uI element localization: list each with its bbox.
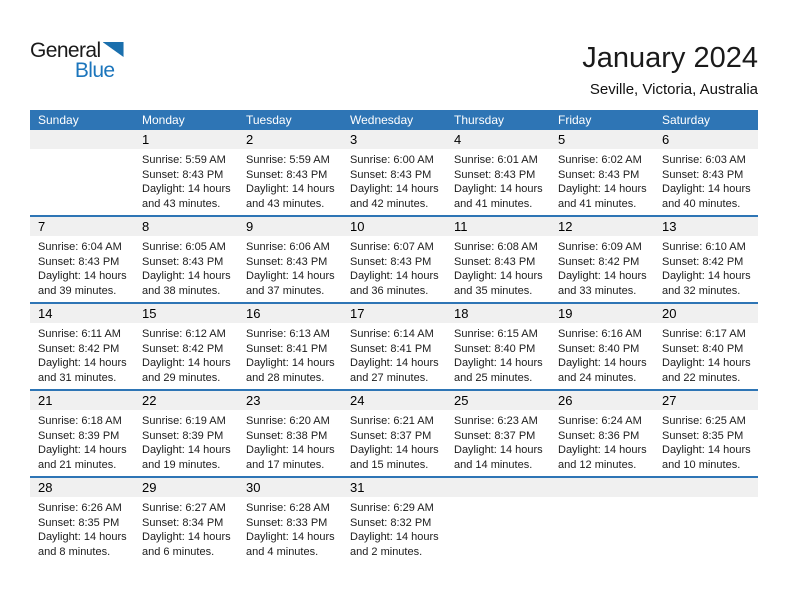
day-details [30, 410, 134, 472]
day-number: 25 [446, 391, 550, 410]
day-number: 10 [342, 217, 446, 236]
sunset-text: Sunset: 8:36 PM [558, 429, 640, 442]
calendar-day-cell [342, 217, 446, 302]
day-number: 7 [30, 217, 134, 236]
sunset-text: Sunset: 8:39 PM [38, 429, 120, 442]
day-number: 27 [654, 391, 758, 410]
daylight-text: Daylight: 14 hours [246, 444, 335, 456]
daylight-text: Daylight: 14 hours [454, 183, 543, 195]
calendar-day-cell [342, 478, 446, 563]
weekday-header-saturday: Saturday [662, 113, 711, 127]
daylight-text: and 15 minutes. [350, 458, 429, 471]
sunrise-text: Sunrise: 6:18 AM [38, 415, 122, 427]
calendar-empty-cell [30, 130, 134, 215]
day-details [238, 410, 342, 472]
day-details [342, 149, 446, 211]
daylight-text: and 17 minutes. [246, 458, 325, 471]
sunrise-text: Sunrise: 5:59 AM [246, 154, 330, 166]
calendar-day-cell [550, 304, 654, 389]
logo-top-row [30, 40, 124, 61]
sunset-text: Sunset: 8:42 PM [142, 342, 224, 355]
sunset-text: Sunset: 8:43 PM [558, 168, 640, 181]
sunrise-text: Sunrise: 6:05 AM [142, 241, 226, 253]
sunset-text: Sunset: 8:43 PM [454, 255, 536, 268]
daylight-text: and 38 minutes. [142, 284, 221, 297]
page-title: January 2024 [582, 42, 758, 74]
daylight-text: and 39 minutes. [38, 284, 117, 297]
calendar-day-cell [134, 217, 238, 302]
sunrise-text: Sunrise: 6:24 AM [558, 415, 642, 427]
daylight-text: Daylight: 14 hours [662, 444, 751, 456]
daylight-text: Daylight: 14 hours [350, 357, 439, 369]
daylight-text: and 28 minutes. [246, 371, 325, 384]
weekday-header-sunday: Sunday [38, 113, 79, 127]
sunrise-text: Sunrise: 6:28 AM [246, 502, 330, 514]
sunset-text: Sunset: 8:43 PM [350, 255, 432, 268]
calendar-day-cell [238, 217, 342, 302]
page-subtitle: Seville, Victoria, Australia [589, 81, 758, 98]
calendar-day-cell [30, 304, 134, 389]
day-number: 2 [238, 130, 342, 149]
daylight-text: Daylight: 14 hours [38, 357, 127, 369]
calendar-day-cell [550, 391, 654, 476]
day-number: 13 [654, 217, 758, 236]
daylight-text: and 8 minutes. [38, 545, 111, 558]
day-number: 4 [446, 130, 550, 149]
daylight-text: Daylight: 14 hours [558, 357, 647, 369]
day-number: 14 [30, 304, 134, 323]
sunrise-text: Sunrise: 6:15 AM [454, 328, 538, 340]
calendar-day-cell [134, 130, 238, 215]
sunrise-text: Sunrise: 6:04 AM [38, 241, 122, 253]
calendar-day-cell [134, 304, 238, 389]
logo-text-blue: Blue [74, 59, 115, 82]
day-number: 23 [238, 391, 342, 410]
daylight-text: and 43 minutes. [246, 197, 325, 210]
day-number: 28 [30, 478, 134, 497]
sunrise-text: Sunrise: 6:16 AM [558, 328, 642, 340]
daylight-text: and 2 minutes. [350, 545, 423, 558]
sunset-text: Sunset: 8:39 PM [142, 429, 224, 442]
day-number: 29 [134, 478, 238, 497]
calendar-day-cell [550, 130, 654, 215]
day-details [550, 236, 654, 298]
sunrise-text: Sunrise: 6:13 AM [246, 328, 330, 340]
daylight-text: Daylight: 14 hours [454, 357, 543, 369]
sunset-text: Sunset: 8:35 PM [662, 429, 744, 442]
sunrise-text: Sunrise: 6:07 AM [350, 241, 434, 253]
sunrise-text: Sunrise: 6:14 AM [350, 328, 434, 340]
day-number: 30 [238, 478, 342, 497]
daylight-text: Daylight: 14 hours [454, 270, 543, 282]
sunset-text: Sunset: 8:43 PM [38, 255, 120, 268]
day-details [342, 497, 446, 559]
sunrise-text: Sunrise: 6:06 AM [246, 241, 330, 253]
sunrise-text: Sunrise: 6:08 AM [454, 241, 538, 253]
title-block [582, 42, 758, 98]
week-row [30, 302, 758, 389]
daylight-text: and 14 minutes. [454, 458, 533, 471]
sunrise-text: Sunrise: 6:21 AM [350, 415, 434, 427]
day-details [342, 236, 446, 298]
daylight-text: and 43 minutes. [142, 197, 221, 210]
sunrise-text: Sunrise: 6:02 AM [558, 154, 642, 166]
sunrise-text: Sunrise: 6:17 AM [662, 328, 746, 340]
day-details [238, 149, 342, 211]
daylight-text: Daylight: 14 hours [246, 183, 335, 195]
day-details [134, 236, 238, 298]
weekday-header-thursday: Thursday [454, 113, 505, 127]
sunset-text: Sunset: 8:43 PM [350, 168, 432, 181]
calendar-day-cell [446, 217, 550, 302]
daylight-text: Daylight: 14 hours [246, 531, 335, 543]
sunrise-text: Sunrise: 6:10 AM [662, 241, 746, 253]
daylight-text: and 41 minutes. [558, 197, 637, 210]
day-details [446, 149, 550, 211]
weekday-header-row [30, 110, 758, 130]
day-number [550, 478, 654, 497]
day-number: 20 [654, 304, 758, 323]
daylight-text: Daylight: 14 hours [662, 357, 751, 369]
daylight-text: and 27 minutes. [350, 371, 429, 384]
day-number: 31 [342, 478, 446, 497]
daylight-text: Daylight: 14 hours [350, 270, 439, 282]
week-row [30, 476, 758, 563]
calendar-day-cell [238, 391, 342, 476]
day-details [342, 410, 446, 472]
daylight-text: and 35 minutes. [454, 284, 533, 297]
sunset-text: Sunset: 8:42 PM [38, 342, 120, 355]
sunset-text: Sunset: 8:34 PM [142, 516, 224, 529]
week-row [30, 389, 758, 476]
sunrise-text: Sunrise: 6:20 AM [246, 415, 330, 427]
day-number: 8 [134, 217, 238, 236]
day-details [30, 497, 134, 559]
day-number: 12 [550, 217, 654, 236]
weekday-header-monday: Monday [142, 113, 185, 127]
daylight-text: and 6 minutes. [142, 545, 215, 558]
daylight-text: and 4 minutes. [246, 545, 319, 558]
calendar [30, 110, 758, 563]
daylight-text: and 31 minutes. [38, 371, 117, 384]
day-details [550, 149, 654, 211]
daylight-text: Daylight: 14 hours [558, 270, 647, 282]
calendar-day-cell [30, 391, 134, 476]
calendar-day-cell [238, 304, 342, 389]
day-number: 26 [550, 391, 654, 410]
sunset-text: Sunset: 8:35 PM [38, 516, 120, 529]
daylight-text: and 10 minutes. [662, 458, 741, 471]
daylight-text: and 19 minutes. [142, 458, 221, 471]
calendar-weeks [30, 130, 758, 563]
day-details [238, 497, 342, 559]
day-details [550, 323, 654, 385]
calendar-day-cell [134, 478, 238, 563]
logo-triangle-icon [103, 42, 124, 57]
sunset-text: Sunset: 8:43 PM [662, 168, 744, 181]
daylight-text: Daylight: 14 hours [246, 357, 335, 369]
day-details [30, 323, 134, 385]
day-number: 21 [30, 391, 134, 410]
sunrise-text: Sunrise: 5:59 AM [142, 154, 226, 166]
sunset-text: Sunset: 8:37 PM [454, 429, 536, 442]
sunrise-text: Sunrise: 6:27 AM [142, 502, 226, 514]
calendar-day-cell [654, 217, 758, 302]
daylight-text: Daylight: 14 hours [38, 531, 127, 543]
calendar-empty-cell [446, 478, 550, 563]
sunrise-text: Sunrise: 6:09 AM [558, 241, 642, 253]
week-row [30, 215, 758, 302]
calendar-day-cell [30, 217, 134, 302]
day-details [134, 149, 238, 211]
daylight-text: and 37 minutes. [246, 284, 325, 297]
calendar-day-cell [654, 304, 758, 389]
calendar-day-cell [30, 478, 134, 563]
daylight-text: Daylight: 14 hours [142, 444, 231, 456]
day-number: 6 [654, 130, 758, 149]
sunset-text: Sunset: 8:33 PM [246, 516, 328, 529]
sunrise-text: Sunrise: 6:23 AM [454, 415, 538, 427]
sunset-text: Sunset: 8:42 PM [662, 255, 744, 268]
daylight-text: and 36 minutes. [350, 284, 429, 297]
calendar-day-cell [550, 217, 654, 302]
daylight-text: and 24 minutes. [558, 371, 637, 384]
page-header [30, 40, 758, 98]
daylight-text: Daylight: 14 hours [142, 270, 231, 282]
logo-text-general: General [30, 39, 101, 62]
calendar-day-cell [654, 391, 758, 476]
calendar-day-cell [654, 130, 758, 215]
daylight-text: Daylight: 14 hours [246, 270, 335, 282]
daylight-text: and 21 minutes. [38, 458, 117, 471]
sunrise-text: Sunrise: 6:19 AM [142, 415, 226, 427]
daylight-text: Daylight: 14 hours [350, 531, 439, 543]
day-number: 5 [550, 130, 654, 149]
sunrise-text: Sunrise: 6:25 AM [662, 415, 746, 427]
daylight-text: and 40 minutes. [662, 197, 741, 210]
daylight-text: Daylight: 14 hours [38, 444, 127, 456]
daylight-text: Daylight: 14 hours [142, 531, 231, 543]
calendar-day-cell [446, 304, 550, 389]
daylight-text: Daylight: 14 hours [350, 444, 439, 456]
day-details [134, 497, 238, 559]
sunset-text: Sunset: 8:40 PM [454, 342, 536, 355]
sunset-text: Sunset: 8:43 PM [246, 255, 328, 268]
sunrise-text: Sunrise: 6:29 AM [350, 502, 434, 514]
day-details [342, 323, 446, 385]
calendar-day-cell [342, 304, 446, 389]
daylight-text: Daylight: 14 hours [662, 183, 751, 195]
daylight-text: and 33 minutes. [558, 284, 637, 297]
calendar-day-cell [446, 391, 550, 476]
daylight-text: Daylight: 14 hours [558, 183, 647, 195]
day-details [134, 410, 238, 472]
sunset-text: Sunset: 8:37 PM [350, 429, 432, 442]
daylight-text: Daylight: 14 hours [454, 444, 543, 456]
sunset-text: Sunset: 8:43 PM [454, 168, 536, 181]
sunset-text: Sunset: 8:42 PM [558, 255, 640, 268]
day-number: 19 [550, 304, 654, 323]
daylight-text: and 25 minutes. [454, 371, 533, 384]
sunset-text: Sunset: 8:41 PM [246, 342, 328, 355]
weekday-header-friday: Friday [558, 113, 592, 127]
calendar-day-cell [446, 130, 550, 215]
calendar-day-cell [134, 391, 238, 476]
day-number: 17 [342, 304, 446, 323]
calendar-empty-cell [550, 478, 654, 563]
calendar-day-cell [342, 130, 446, 215]
calendar-day-cell [238, 478, 342, 563]
calendar-day-cell [342, 391, 446, 476]
day-number [446, 478, 550, 497]
sunset-text: Sunset: 8:43 PM [142, 168, 224, 181]
daylight-text: and 32 minutes. [662, 284, 741, 297]
sunrise-text: Sunrise: 6:01 AM [454, 154, 538, 166]
day-number [30, 130, 134, 149]
day-details [654, 323, 758, 385]
sunset-text: Sunset: 8:43 PM [246, 168, 328, 181]
sunrise-text: Sunrise: 6:03 AM [662, 154, 746, 166]
day-details [654, 236, 758, 298]
daylight-text: Daylight: 14 hours [558, 444, 647, 456]
day-number: 24 [342, 391, 446, 410]
day-number: 9 [238, 217, 342, 236]
day-details [30, 236, 134, 298]
weekday-header-tuesday: Tuesday [246, 113, 292, 127]
sunset-text: Sunset: 8:40 PM [662, 342, 744, 355]
general-blue-logo [30, 40, 124, 81]
day-details [238, 323, 342, 385]
day-number: 16 [238, 304, 342, 323]
daylight-text: and 41 minutes. [454, 197, 533, 210]
day-number: 22 [134, 391, 238, 410]
week-row [30, 130, 758, 215]
daylight-text: Daylight: 14 hours [350, 183, 439, 195]
day-details [238, 236, 342, 298]
sunrise-text: Sunrise: 6:26 AM [38, 502, 122, 514]
day-details [446, 323, 550, 385]
sunset-text: Sunset: 8:43 PM [142, 255, 224, 268]
sunset-text: Sunset: 8:40 PM [558, 342, 640, 355]
daylight-text: Daylight: 14 hours [38, 270, 127, 282]
sunrise-text: Sunrise: 6:11 AM [38, 328, 121, 340]
weekday-header-wednesday: Wednesday [350, 113, 414, 127]
day-number: 3 [342, 130, 446, 149]
daylight-text: and 29 minutes. [142, 371, 221, 384]
day-number: 1 [134, 130, 238, 149]
sunset-text: Sunset: 8:41 PM [350, 342, 432, 355]
calendar-empty-cell [654, 478, 758, 563]
sunset-text: Sunset: 8:32 PM [350, 516, 432, 529]
day-details [654, 149, 758, 211]
daylight-text: Daylight: 14 hours [662, 270, 751, 282]
sunrise-text: Sunrise: 6:12 AM [142, 328, 226, 340]
day-number [654, 478, 758, 497]
daylight-text: Daylight: 14 hours [142, 183, 231, 195]
sunrise-text: Sunrise: 6:00 AM [350, 154, 434, 166]
daylight-text: and 12 minutes. [558, 458, 637, 471]
day-number: 18 [446, 304, 550, 323]
day-details [134, 323, 238, 385]
day-number: 11 [446, 217, 550, 236]
daylight-text: Daylight: 14 hours [142, 357, 231, 369]
day-details [550, 410, 654, 472]
day-details [446, 236, 550, 298]
daylight-text: and 22 minutes. [662, 371, 741, 384]
day-details [654, 410, 758, 472]
day-details [446, 410, 550, 472]
daylight-text: and 42 minutes. [350, 197, 429, 210]
calendar-day-cell [238, 130, 342, 215]
day-number: 15 [134, 304, 238, 323]
sunset-text: Sunset: 8:38 PM [246, 429, 328, 442]
